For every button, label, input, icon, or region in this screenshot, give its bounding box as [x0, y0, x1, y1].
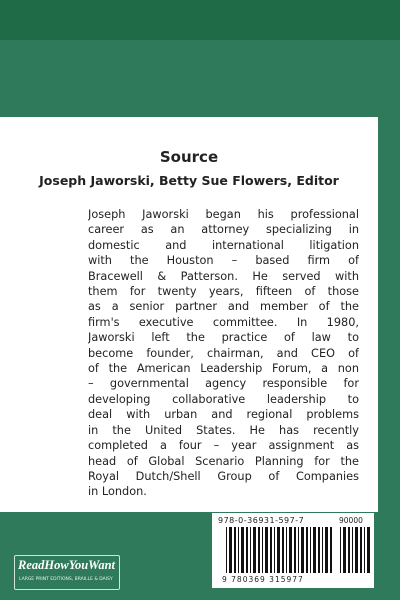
barcode-bar	[298, 527, 299, 573]
barcode-bar	[262, 527, 263, 573]
barcode-bar	[238, 527, 239, 573]
description-line: them for twenty years, fifteen of those	[88, 285, 359, 299]
barcode-bar	[282, 527, 284, 573]
barcode-bar	[246, 527, 248, 573]
barcode-bar	[306, 527, 308, 573]
description-line: with the Houston – based firm of	[88, 254, 359, 268]
barcode-bar	[250, 527, 251, 573]
barcode-bar	[258, 527, 260, 573]
description-line: Jaworski left the practice of law to	[88, 331, 359, 345]
barcode-bar	[352, 527, 353, 573]
barcode-bar	[330, 527, 332, 573]
description-line: become founder, chairman, and CEO of	[88, 346, 359, 360]
barcode-bar	[340, 527, 341, 573]
description-line: completed a four – year assignment as	[88, 439, 359, 453]
description-line: Royal Dutch/Shell Group of Companies	[88, 469, 359, 483]
description-line: Bracewell & Patterson. He served with	[88, 269, 359, 283]
barcode-addon-bars	[340, 527, 370, 573]
book-title: Source	[159, 148, 219, 166]
description-line: in London.	[88, 485, 147, 499]
publisher-logo-name: ReadHowYouWant	[18, 558, 116, 572]
book-authors: Joseph Jaworski, Betty Sue Flowers, Editor	[39, 173, 339, 188]
description-line: – governmental agency responsible for	[88, 377, 359, 391]
barcode-bar	[270, 527, 272, 573]
description-line: deal with urban and regional problems	[88, 408, 359, 422]
isbn-text: 978-0-36931-597-7	[218, 516, 305, 525]
barcode-bar	[367, 527, 370, 573]
description-line: firm's executive committee. In 1980,	[88, 315, 359, 329]
barcode-digits: 9 780369 315977	[222, 575, 304, 584]
description-line: of the American Leadership Forum, a non	[88, 362, 359, 376]
description-line: career as an attorney specializing in	[88, 223, 359, 237]
barcode-bar	[348, 527, 350, 573]
barcode-bar	[286, 527, 287, 573]
publisher-logo	[14, 555, 120, 590]
barcode-bar	[294, 527, 296, 573]
barcode-bar	[229, 527, 232, 573]
barcode-addon-number: 90000	[339, 516, 363, 525]
barcode-bar	[301, 527, 304, 573]
barcode-bar	[322, 527, 323, 573]
top-color-band	[0, 0, 400, 40]
barcode-bar	[355, 527, 358, 573]
barcode-bar	[310, 527, 311, 573]
barcode-bars	[226, 527, 334, 573]
barcode-bar	[274, 527, 275, 573]
barcode-bar	[265, 527, 268, 573]
description-line: domestic and international litigation	[88, 238, 359, 252]
barcode-bar	[318, 527, 320, 573]
barcode-bar	[325, 527, 328, 573]
author-description	[88, 207, 359, 500]
barcode-bar	[277, 527, 280, 573]
barcode-bar	[313, 527, 316, 573]
description-line: in the United States. He has recently	[88, 423, 359, 437]
barcode-bar	[364, 527, 365, 573]
description-line: as a senior partner and member of the	[88, 300, 359, 314]
barcode-bar	[253, 527, 256, 573]
barcode-bar	[289, 527, 292, 573]
barcode-bar	[343, 527, 346, 573]
publisher-logo-tagline: LARGE PRINT EDITIONS, BRAILLE & DAISY	[19, 577, 113, 582]
description-line: Joseph Jaworski began his professional	[88, 208, 359, 221]
barcode-bar	[226, 527, 227, 573]
barcode-bar	[241, 527, 244, 573]
barcode-bar	[360, 527, 362, 573]
description-line: head of Global Scenario Planning for the	[88, 454, 359, 468]
description-line: developing collaborative leadership to	[88, 392, 359, 406]
barcode-bar	[234, 527, 236, 573]
